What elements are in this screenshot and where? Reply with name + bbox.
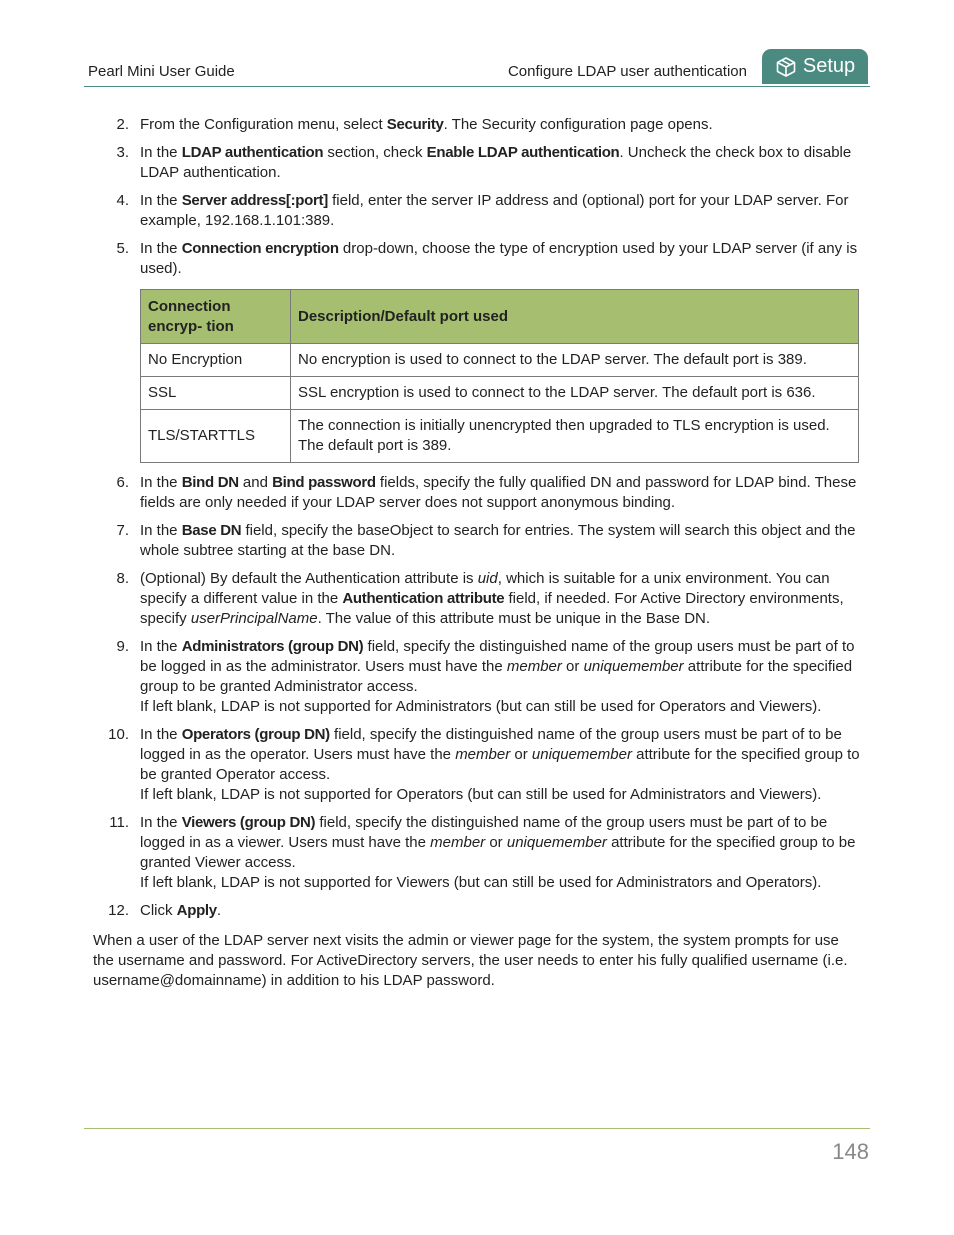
step-item: 6. In the Bind DN and Bind password fields, specify the fully qualified DN and password for LDAP bind. These fields are only needed if your LDAP server does not support anonymous binding. xyxy=(93,473,863,513)
column-header-description: Description/Default port used xyxy=(291,290,859,344)
footer-divider xyxy=(84,1128,870,1129)
table-cell-description: No encryption is used to connect to the LDAP server. The default port is 389. xyxy=(291,344,859,377)
table-cell-encryption: No Encryption xyxy=(141,344,291,377)
step-number: 9. xyxy=(116,638,129,655)
step-number: 2. xyxy=(116,116,129,133)
emphasis-term: uniquemember xyxy=(531,746,632,763)
ui-term: Enable LDAP authentication xyxy=(426,144,620,161)
step-item: 3. In the LDAP authentication section, check Enable LDAP authentication. Uncheck the check box to disable LDAP authentication. xyxy=(93,143,863,183)
step-item: 12. Click Apply. xyxy=(93,901,863,921)
ui-term: LDAP authentication xyxy=(181,144,324,161)
ui-term: Administrators (group DN) xyxy=(181,638,364,655)
step-item: 9. In the Administrators (group DN) field, specify the distinguished name of the group users must be part of to be logged in as the administrator. Users must have the member or uniquemember attribute for the specified group to be granted Administrator access. If left blank, LDAP is not supported for Administrators (but can still be used for Operators and Viewers). xyxy=(93,637,863,717)
emphasis-term: userPrincipalName xyxy=(190,610,318,627)
emphasis-term: uniquemember xyxy=(506,834,607,851)
step-item: 5. In the Connection encryption drop-down, choose the type of encryption used by your LDAP server (if any is used). xyxy=(93,239,863,279)
ui-term: Base DN xyxy=(181,522,242,539)
main-content xyxy=(93,115,863,1006)
table-row xyxy=(141,410,859,463)
step-number: 7. xyxy=(116,522,129,539)
step-number: 12. xyxy=(108,902,129,919)
ui-term: Security xyxy=(386,116,444,133)
emphasis-term: member xyxy=(430,834,486,851)
emphasis-term: uid xyxy=(477,570,498,587)
step-number: 6. xyxy=(116,474,129,491)
encryption-table xyxy=(140,289,859,463)
table-cell-encryption: SSL xyxy=(141,377,291,410)
step-item: 10. In the Operators (group DN) field, specify the distinguished name of the group users must be part of to be logged in as the operator. Users must have the member or uniquemember attribute for the specified group to be granted Operator access. If left blank, LDAP is not supported for Operators (but can still be used for Administrators and Viewers). xyxy=(93,725,863,805)
steps-list-after xyxy=(93,473,863,921)
column-header-encryption: Connection encryp- tion xyxy=(141,290,291,344)
setup-tab[interactable] xyxy=(762,49,868,84)
ui-term: Viewers (group DN) xyxy=(181,814,316,831)
table-cell-description: SSL encryption is used to connect to the LDAP server. The default port is 636. xyxy=(291,377,859,410)
emphasis-term: member xyxy=(506,658,562,675)
ui-term: Server address[:port] xyxy=(181,192,328,209)
step-item: 7. In the Base DN field, specify the baseObject to search for entries. The system will search this object and the whole subtree starting at the base DN. xyxy=(93,521,863,561)
step-item: 8. (Optional) By default the Authentication attribute is uid, which is suitable for a unix environment. You can specify a different value in the Authentication attribute field, if needed. For Active Directory environments, specify userPrincipalName. The value of this attribute must be unique in the Base DN. xyxy=(93,569,863,629)
ui-term: Apply xyxy=(176,902,217,919)
table-cell-encryption: TLS/STARTTLS xyxy=(141,410,291,463)
header-divider xyxy=(84,86,870,87)
step-number: 8. xyxy=(116,570,129,587)
ui-term: Bind DN xyxy=(181,474,239,491)
ui-term: Operators (group DN) xyxy=(181,726,330,743)
emphasis-term: uniquemember xyxy=(583,658,684,675)
table-row xyxy=(141,377,859,410)
step-number: 10. xyxy=(108,726,129,743)
table-row xyxy=(141,344,859,377)
section-title: Configure LDAP user authentication xyxy=(507,63,747,80)
step-item: 4. In the Server address[:port] field, enter the server IP address and (optional) port for your LDAP server. For example, 192.168.1.101:389. xyxy=(93,191,863,231)
guide-title: Pearl Mini User Guide xyxy=(88,63,235,80)
step-number: 11. xyxy=(109,814,129,831)
step-item: 11. In the Viewers (group DN) field, specify the distinguished name of the group users must be part of to be logged in as a viewer. Users must have the member or uniquemember attribute for the specified group to be granted Viewer access. If left blank, LDAP is not supported for Viewers (but can still be used for Administrators and Operators). xyxy=(93,813,863,893)
step-item: 2. From the Configuration menu, select Security. The Security configuration page opens. xyxy=(93,115,863,135)
ui-term: Bind password xyxy=(272,474,376,491)
table-header-row xyxy=(141,290,859,344)
step-number: 4. xyxy=(116,192,129,209)
ui-term: Connection encryption xyxy=(181,240,339,257)
emphasis-term: member xyxy=(455,746,511,763)
closing-paragraph: When a user of the LDAP server next visits the admin or viewer page for the system, the system prompts for use the username and password. For ActiveDirectory servers, the user needs to enter his fully qualified username (i.e. username@domainname) in addition to his LDAP password. xyxy=(93,932,848,989)
step-number: 3. xyxy=(116,144,129,161)
ui-term: Authentication attribute xyxy=(342,590,505,607)
setup-tab-label: Setup xyxy=(802,55,856,77)
steps-list-before xyxy=(93,115,863,279)
page-number: 148 xyxy=(832,1139,869,1164)
table-cell-description: The connection is initially unencrypted then upgraded to TLS encryption is used. The default port is 389. xyxy=(291,410,859,463)
step-number: 5. xyxy=(116,240,129,257)
cube-icon xyxy=(775,56,797,78)
